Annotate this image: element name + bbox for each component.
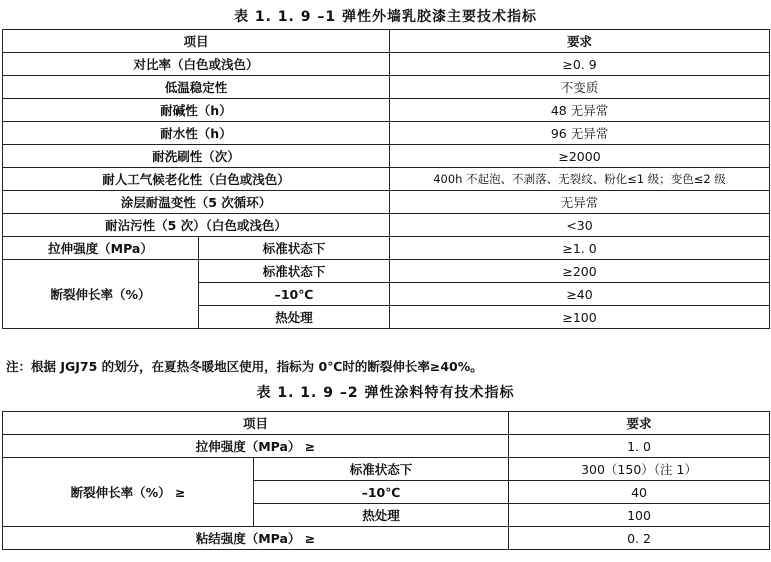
elongation-req: 40 <box>509 481 770 504</box>
elongation-req: 300（150）（注 1） <box>509 458 770 481</box>
tensile-item: 拉伸强度（MPa） <box>3 237 199 260</box>
table2-header-item: 项目 <box>3 412 509 435</box>
table1 <box>2 29 770 329</box>
table1-item: 对比率（白色或浅色） <box>3 53 390 76</box>
elongation-item: 断裂伸长率（%） <box>3 260 199 329</box>
table1-req: ≥0. 9 <box>390 53 770 76</box>
table2 <box>2 411 770 550</box>
table1-req: <30 <box>390 214 770 237</box>
elongation-req: 100 <box>509 504 770 527</box>
adhesion-req: 0. 2 <box>509 527 770 550</box>
table1-item: 耐水性（h） <box>3 122 390 145</box>
table2-header-req: 要求 <box>509 412 770 435</box>
table1-note: 注：根据 JGJ75 的划分，在夏热冬暖地区使用，指标为 0℃时的断裂伸长率≥40%。 <box>6 359 483 374</box>
table2-title: 表 1. 1. 9 –2 弹性涂料特有技术指标 <box>256 385 515 401</box>
elongation-req: ≥200 <box>390 260 770 283</box>
table1-req: 48 无异常 <box>390 99 770 122</box>
table1-item: 耐沾污性（5 次）（白色或浅色） <box>3 214 390 237</box>
table1-req: 不变质 <box>390 76 770 99</box>
table1-header-item: 项目 <box>3 30 390 53</box>
table1-item: 耐人工气候老化性（白色或浅色） <box>3 168 390 191</box>
elongation-req: ≥40 <box>390 283 770 306</box>
tensile-condition: 标准状态下 <box>199 237 390 260</box>
elongation-condition: 标准状态下 <box>254 458 509 481</box>
tensile-req: 1. 0 <box>509 435 770 458</box>
elongation-condition: 热处理 <box>199 306 390 329</box>
adhesion-item: 粘结强度（MPa） ≥ <box>3 527 509 550</box>
tensile-req: ≥1. 0 <box>390 237 770 260</box>
table1-item: 低温稳定性 <box>3 76 390 99</box>
tensile-item: 拉伸强度（MPa） ≥ <box>3 435 509 458</box>
elongation-condition: –10℃ <box>199 283 390 306</box>
table1-title: 表 1. 1. 9 –1 弹性外墙乳胶漆主要技术指标 <box>234 9 537 25</box>
table1-req: ≥2000 <box>390 145 770 168</box>
elongation-condition: –10℃ <box>254 481 509 504</box>
table1-req: 96 无异常 <box>390 122 770 145</box>
table1-item: 耐洗刷性（次） <box>3 145 390 168</box>
elongation-req: ≥100 <box>390 306 770 329</box>
elongation-condition: 标准状态下 <box>199 260 390 283</box>
table1-req: 400h 不起泡、不剥落、无裂纹、粉化≤1 级；变色≤2 级 <box>390 168 770 191</box>
elongation-item: 断裂伸长率（%） ≥ <box>3 458 254 527</box>
elongation-condition: 热处理 <box>254 504 509 527</box>
table1-header-req: 要求 <box>390 30 770 53</box>
table1-item: 涂层耐温变性（5 次循环） <box>3 191 390 214</box>
table1-req: 无异常 <box>390 191 770 214</box>
table1-item: 耐碱性（h） <box>3 99 390 122</box>
